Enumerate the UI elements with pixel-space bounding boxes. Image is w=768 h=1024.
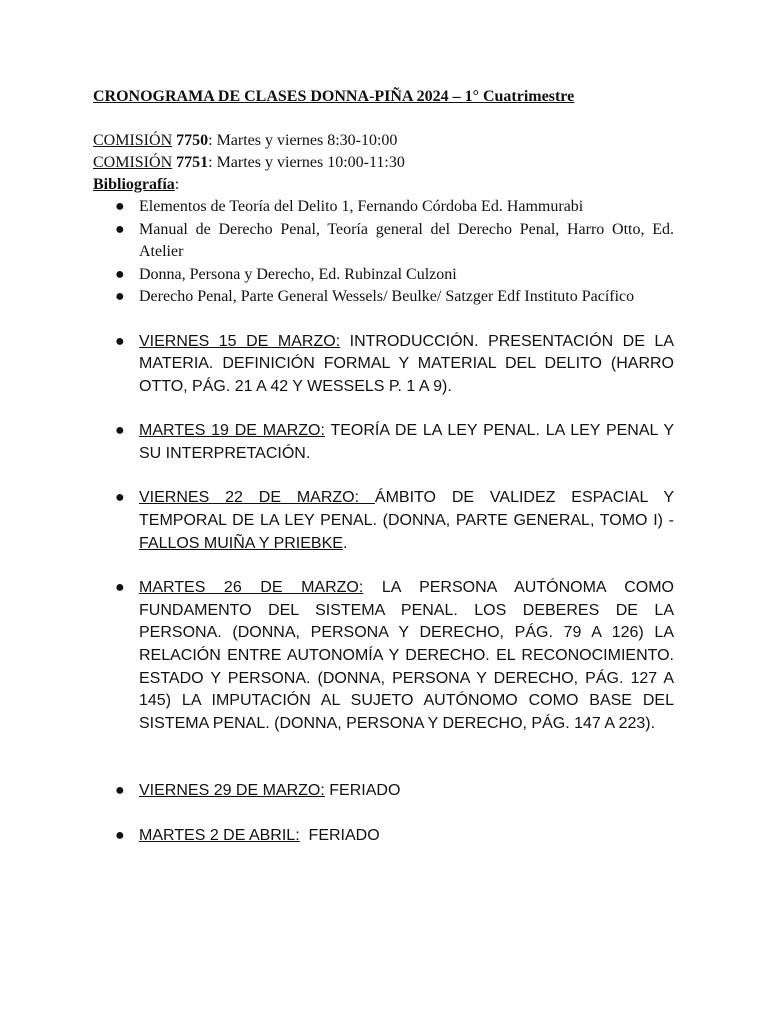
schedule-date: MARTES 2 DE ABRIL: bbox=[139, 827, 300, 844]
bullet-icon: ● bbox=[115, 489, 125, 507]
commission-line bbox=[93, 152, 674, 174]
document-title: CRONOGRAMA DE CLASES DONNA-PIÑA 2024 – 1° Cuatrimestre bbox=[93, 88, 575, 105]
schedule-item bbox=[93, 577, 674, 735]
schedule-topic: FERIADO bbox=[299, 827, 380, 844]
schedule-item bbox=[93, 487, 674, 555]
schedule-item bbox=[93, 780, 674, 803]
bullet-icon: ● bbox=[115, 782, 125, 800]
schedule-topic: ÁMBITO DE VALIDEZ ESPACIAL Y TEMPORAL DE LA LEY PENAL. (DONNA, PARTE GENERAL, TOMO I) - bbox=[139, 489, 674, 530]
schedule-item bbox=[93, 825, 674, 848]
schedule-case-reference: FALLOS MUIÑA Y PRIEBKE bbox=[139, 534, 343, 552]
commission-schedule: : Martes y viernes 8:30-10:00 bbox=[208, 132, 398, 149]
commission-label: COMISIÓN bbox=[93, 154, 173, 171]
schedule-topic: INTRODUCCIÓN. PRESENTACIÓN DE LA MATERIA. DEFINICIÓN FORMAL Y MATERIAL DEL DELITO (HARRO OTTO, PÁG. 21 A 42 Y WESSELS P. 1 A 9). bbox=[139, 332, 674, 395]
bibliography-item bbox=[93, 286, 674, 309]
schedule-date: MARTES 26 DE MARZO: bbox=[139, 579, 364, 597]
bibliography-colon: : bbox=[174, 176, 180, 193]
bibliography-item-text: Manual de Derecho Penal, Teoría general del Derecho Penal, Harro Otto, Ed. Atelier bbox=[139, 220, 674, 260]
bullet-icon: ● bbox=[115, 220, 125, 238]
bibliography-item-text: Derecho Penal, Parte General Wessels/ Beulke/ Satzger Edf Instituto Pacífico bbox=[139, 288, 635, 305]
commission-number: 7750 bbox=[176, 132, 209, 149]
bullet-icon: ● bbox=[115, 827, 125, 844]
schedule-topic: LA PERSONA AUTÓNOMA COMO FUNDAMENTO DEL SISTEMA PENAL. LOS DEBERES DE LA PERSONA. (DONNA, PERSONA Y DERECHO, PÁG. 79 A 126) LA RELACIÓN ENTRE AUTONOMÍA Y DERECHO. EL RECONOCIMIENTO. ESTADO Y PERSONA. (DONNA, PERSONA Y DERECHO, PÁG. 127 A 145) LA IMPUTACIÓN AL SUJETO AUTÓNOMO COMO BASE DEL SISTEMA PENAL. (DONNA, PERSONA Y DERECHO, PÁG. 147 A 223). bbox=[139, 579, 675, 732]
bibliography-item bbox=[93, 264, 674, 287]
schedule-topic: TEORÍA DE LA LEY PENAL. LA LEY PENAL Y SU INTERPRETACIÓN. bbox=[139, 422, 674, 462]
bibliography-item bbox=[93, 196, 674, 219]
bibliography-item-text: Donna, Persona y Derecho, Ed. Rubinzal Culzoni bbox=[139, 265, 457, 283]
commission-number: 7751 bbox=[176, 154, 209, 171]
schedule-topic-end: . bbox=[342, 534, 348, 552]
schedule-topic: FERIADO bbox=[324, 782, 401, 800]
commission-label: COMISIÓN bbox=[93, 132, 173, 149]
bullet-icon: ● bbox=[115, 288, 125, 305]
commission-line bbox=[93, 130, 674, 152]
schedule-date: MARTES 19 DE MARZO: bbox=[139, 422, 325, 440]
bibliography-item bbox=[93, 219, 674, 264]
schedule-date: VIERNES 22 DE MARZO: bbox=[139, 489, 375, 507]
schedule-date: VIERNES 15 DE MARZO: bbox=[139, 332, 341, 350]
bibliography-heading bbox=[93, 174, 674, 196]
schedule-item bbox=[93, 420, 674, 465]
schedule-date: VIERNES 29 DE MARZO: bbox=[139, 782, 325, 800]
bibliography-list bbox=[93, 196, 674, 309]
bullet-icon: ● bbox=[115, 579, 125, 597]
schedule-item bbox=[93, 331, 674, 399]
bullet-icon: ● bbox=[115, 198, 125, 215]
bullet-icon: ● bbox=[115, 332, 125, 350]
bullet-icon: ● bbox=[115, 265, 125, 283]
document-page bbox=[93, 86, 674, 848]
commission-schedule: : Martes y viernes 10:00-11:30 bbox=[208, 154, 405, 171]
bullet-icon: ● bbox=[115, 422, 125, 440]
bibliography-label: Bibliografía bbox=[93, 176, 175, 193]
bibliography-item-text: Elementos de Teoría del Delito 1, Fernando Córdoba Ed. Hammurabi bbox=[139, 198, 584, 215]
class-schedule-list bbox=[93, 331, 674, 848]
